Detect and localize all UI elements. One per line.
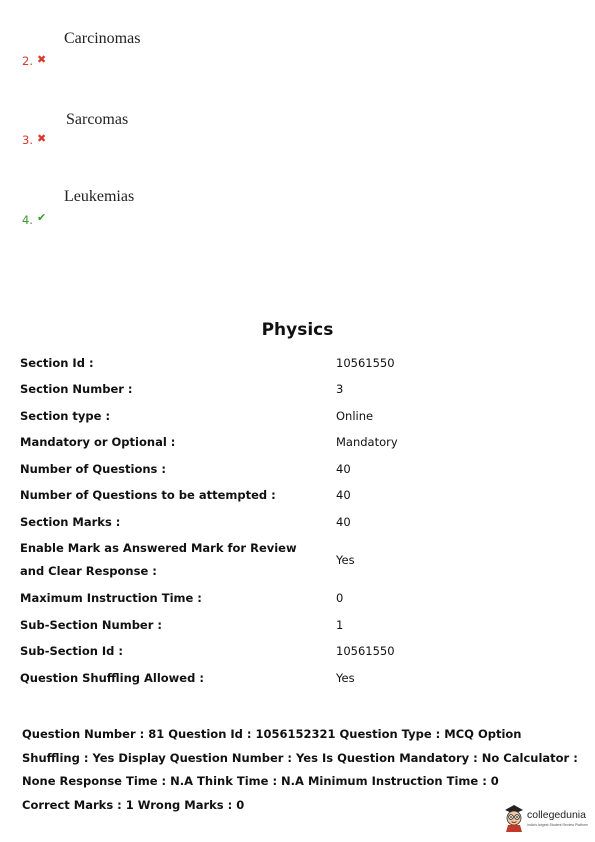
question-meta: Question Number : 81 Question Id : 1056152321 Question Type : MCQ Option Shuffling : Yes Display Question Number : Yes Is Question Mandatory : No Calculator : None Response Time : N.A Think Time : N.A Minimum Instruction Time : 0 <box>22 727 578 788</box>
option-number: 2. <box>22 54 33 68</box>
row-label: Enable Mark as Answered Mark for Review and Clear Response : <box>20 541 297 578</box>
option-4 <box>0 188 595 248</box>
option-text: Leukemias <box>64 188 135 205</box>
option-3 <box>0 111 595 171</box>
cross-icon: ✖ <box>37 132 47 145</box>
row-value: 3 <box>336 382 344 396</box>
table-row <box>14 611 584 638</box>
row-value: 1 <box>336 617 344 632</box>
table-row <box>14 429 584 455</box>
row-label: Section type : <box>20 408 111 423</box>
table-row <box>14 585 584 611</box>
marks-info: Correct Marks : 1 Wrong Marks : 0 <box>22 798 245 812</box>
row-value: Yes <box>336 553 355 567</box>
section-info-table <box>14 349 584 691</box>
section-title: Physics <box>261 320 334 340</box>
row-value: Mandatory <box>336 435 398 449</box>
option-text: Sarcomas <box>66 111 129 128</box>
option-text: Carcinomas <box>64 30 141 47</box>
table-row <box>14 455 584 482</box>
option-number: 3. <box>22 133 33 147</box>
table-row <box>14 482 584 508</box>
table-row <box>14 638 584 664</box>
row-label: Section Marks : <box>20 514 121 529</box>
row-label: Question Shuffling Allowed : <box>20 670 204 685</box>
row-label: Maximum Instruction Time : <box>20 591 202 605</box>
row-value: 0 <box>336 591 344 605</box>
table-row <box>14 376 584 402</box>
row-value: 10561550 <box>336 355 395 370</box>
logo-tagline: India's largest Student Review Platform <box>527 823 588 827</box>
table-row <box>14 664 584 691</box>
row-value: 40 <box>336 461 351 476</box>
cross-icon: ✖ <box>37 53 47 66</box>
table-row <box>14 349 584 376</box>
row-value: 10561550 <box>336 644 395 658</box>
mascot-icon <box>502 802 526 832</box>
row-value: Online <box>336 408 374 423</box>
row-value: 40 <box>336 514 351 529</box>
row-label: Mandatory or Optional : <box>20 435 176 449</box>
collegedunia-logo <box>502 802 592 832</box>
row-value: Yes <box>336 670 355 685</box>
row-label: Section Id : <box>20 355 94 370</box>
logo-name: collegedunia <box>527 809 586 821</box>
row-label: Sub-Section Id : <box>20 644 124 658</box>
row-label: Number of Questions : <box>20 461 166 476</box>
option-2 <box>0 30 595 90</box>
row-label: Number of Questions to be attempted : <box>20 488 276 502</box>
row-label: Sub-Section Number : <box>20 617 163 632</box>
table-row <box>14 508 584 535</box>
table-row <box>14 402 584 429</box>
check-icon: ✔ <box>37 211 47 224</box>
row-value: 40 <box>336 488 351 502</box>
table-row <box>14 535 584 585</box>
option-number: 4. <box>22 213 33 227</box>
row-label: Section Number : <box>20 382 133 396</box>
